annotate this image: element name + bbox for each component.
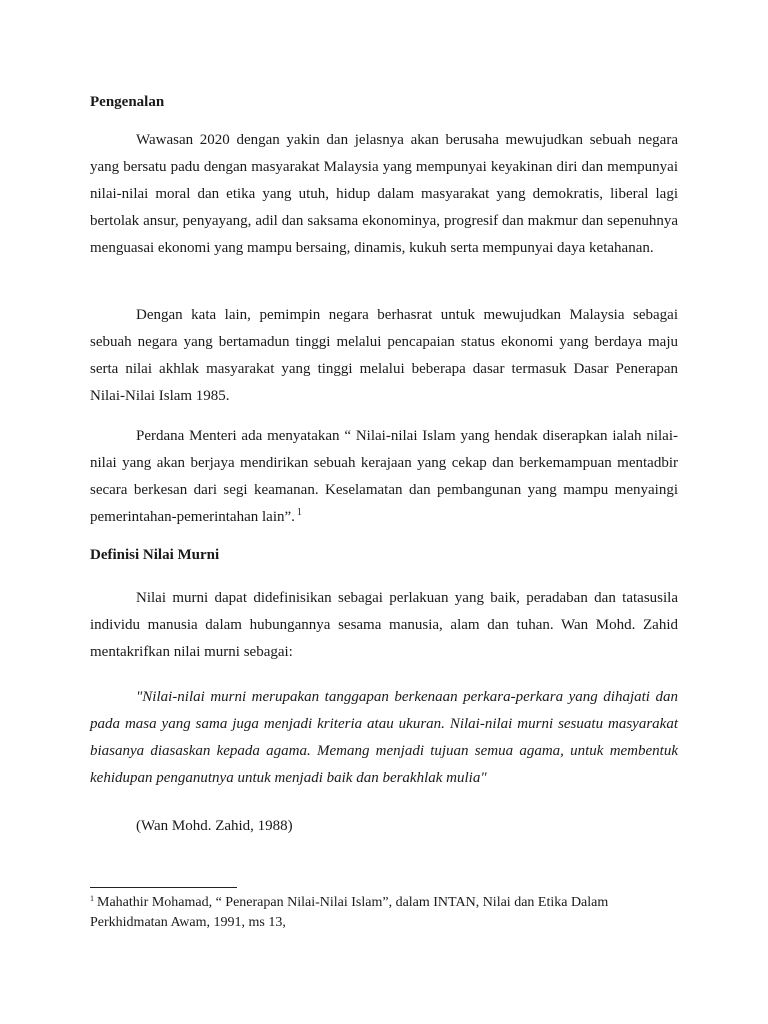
quote-nilai-murni: "Nilai-nilai murni merupakan tanggapan berkenaan perkara-perkara yang dihajati dan pada masa yang sama juga menjadi kriteria atau ukuran. Nilai-nilai murni sesuatu masyarakat biasanya diasaskan kepada agama. Memang menjadi tujuan semua agama, untuk membentuk kehidupan penganutnya untuk menjadi baik dan berakhlak mulia" bbox=[90, 689, 678, 786]
footnote-separator bbox=[90, 887, 237, 888]
footnote bbox=[90, 893, 678, 933]
heading-pengenalan: Pengenalan bbox=[90, 94, 165, 110]
footnote-text: Mahathir Mohamad, “ Penerapan Nilai-Nilai Islam”, dalam INTAN, Nilai dan Etika Dalam Perkhidmatan Awam, 1991, ms 13, bbox=[90, 895, 609, 930]
paragraph-wawasan-2020: Wawasan 2020 dengan yakin dan jelasnya akan berusaha mewujudkan sebuah negara yang bersatu padu dengan masyarakat Malaysia yang mempunyai keyakinan diri dan mempunyai nilai-nilai moral dan etika yang utuh, hidup dalam masyarakat yang demokratis, liberal lagi bertolak ansur, penyayang, adil dan saksama ekonominya, progresif dan makmur dan sepenuhnya menguasai ekonomi yang mampu bersaing, dinamis, kukuh serta mempunyai daya ketahanan. bbox=[90, 132, 678, 256]
footnote-mark: 1 bbox=[90, 894, 94, 903]
citation-wan-mohd-zahid: (Wan Mohd. Zahid, 1988) bbox=[136, 818, 293, 834]
paragraph-pemimpin-negara: Dengan kata lain, pemimpin negara berhasrat untuk mewujudkan Malaysia sebagai sebuah negara yang bertamadun tinggi melalui pencapaian status ekonomi yang berdaya maju serta nilai akhlak masyarakat yang tinggi melalui beberapa dasar termasuk Dasar Penerapan Nilai-Nilai Islam 1985. bbox=[90, 307, 678, 404]
paragraph-perdana-menteri bbox=[90, 423, 678, 531]
heading-definisi-nilai-murni: Definisi Nilai Murni bbox=[90, 547, 220, 563]
paragraph-definisi: Nilai murni dapat didefinisikan sebagai perlakuan yang baik, peradaban dan tatasusila individu manusia dalam hubungannya sesama manusia, alam dan tuhan. Wan Mohd. Zahid mentakrifkan nilai murni sebagai: bbox=[90, 590, 678, 660]
footnote-reference: 1 bbox=[296, 507, 302, 518]
paragraph-perdana-menteri-text: Perdana Menteri ada menyatakan “ Nilai-nilai Islam yang hendak diserapkan ialah nilai-nilai yang akan berjaya mendirikan sebuah kerajaan yang cekap dan berkemampuan mentadbir secara berkesan dari segi keamanan. Keselamatan dan pembangunan yang mampu menyaingi pemerintahan-pemerintahan lain”. bbox=[90, 428, 678, 525]
